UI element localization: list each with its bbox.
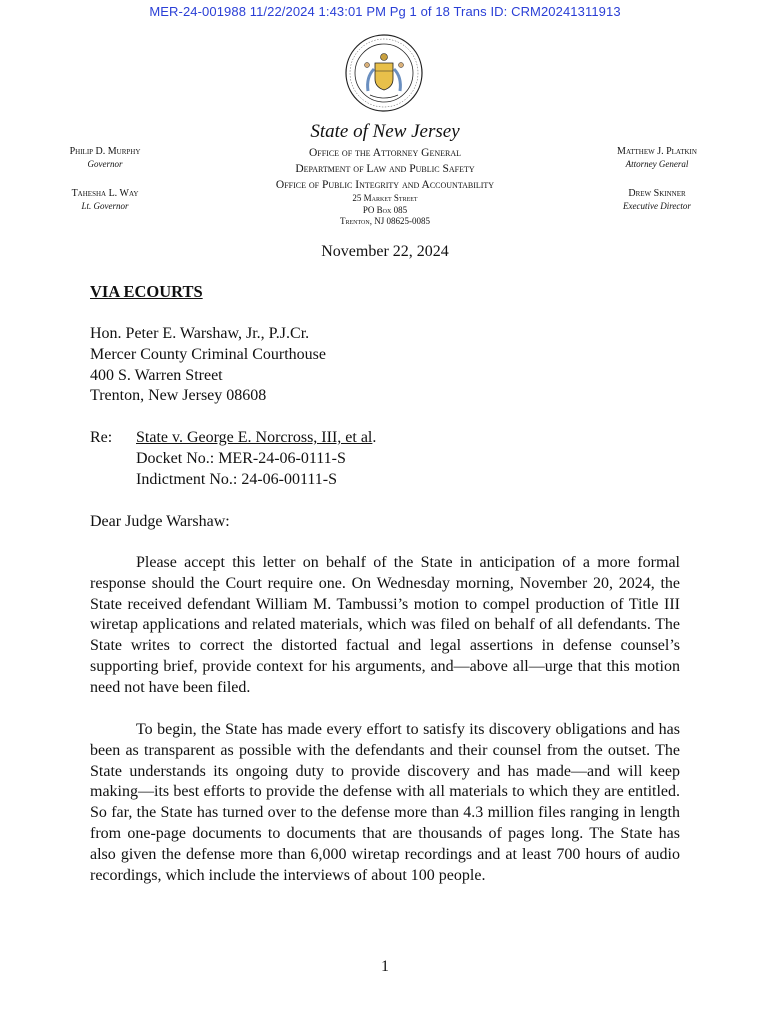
department-name: Department of Law and Public Safety bbox=[295, 163, 475, 175]
address-line: Hon. Peter E. Warshaw, Jr., P.J.Cr. bbox=[90, 325, 310, 342]
lt-governor-name: Tahesha L. Way bbox=[71, 188, 139, 199]
address-line: Trenton, New Jersey 08608 bbox=[90, 387, 267, 405]
attorney-general-name: Matthew J. Platkin bbox=[617, 146, 697, 157]
recipient-address bbox=[90, 324, 680, 407]
attorney-general-block bbox=[592, 146, 722, 212]
page-number: 1 bbox=[381, 958, 389, 975]
filing-stamp: MER-24-001988 11/22/2024 1:43:01 PM Pg 1 of 18 Trans ID: CRM20241311913 bbox=[149, 4, 621, 19]
office-po-box: PO Box 085 bbox=[362, 204, 408, 215]
docket-number: Docket No.: MER-24-06-0111-S bbox=[136, 449, 346, 467]
executive-director-name: Drew Skinner bbox=[628, 188, 686, 199]
office-address-block bbox=[235, 145, 535, 228]
governor-name: Philip D. Murphy bbox=[69, 146, 141, 157]
nj-state-seal-icon bbox=[344, 33, 424, 113]
address-line: 400 S. Warren Street bbox=[90, 366, 223, 384]
office-name: Office of the Attorney General bbox=[308, 147, 462, 159]
state-name-heading: State of New Jersey bbox=[310, 121, 460, 142]
body-paragraph-1: Please accept this letter on behalf of the State in anticipation of a more formal response should the Court require one. On Wednesday morning, November 20, 2024, the State received defendant William M. Tambussi’s motion to compel production of Title III wiretap applications and related materials, which was filed on behalf of all defendants. The State writes to correct the distorted factual and legal assertions in defense counsel’s supporting brief, provide context for his arguments, and—above all—urge that this motion need not have been filed. bbox=[90, 554, 680, 696]
case-caption-suffix: . bbox=[372, 429, 377, 446]
salutation: Dear Judge Warshaw: bbox=[90, 513, 230, 530]
governor-block bbox=[40, 146, 170, 212]
letter-date: November 22, 2024 bbox=[321, 243, 449, 260]
re-label: Re: bbox=[90, 429, 113, 446]
indictment-number: Indictment No.: 24-06-00111-S bbox=[136, 470, 338, 488]
office-city: Trenton, NJ 08625-0085 bbox=[340, 216, 430, 226]
case-caption: State v. George E. Norcross, III, et al bbox=[136, 429, 373, 446]
re-block bbox=[90, 428, 680, 490]
governor-title: Governor bbox=[87, 159, 123, 169]
lt-governor-title: Lt. Governor bbox=[81, 201, 129, 211]
division-name: Office of Public Integrity and Accountability bbox=[275, 179, 495, 191]
attorney-general-title: Attorney General bbox=[625, 159, 689, 169]
delivery-method: VIA ECOURTS bbox=[90, 282, 203, 301]
executive-director-title: Executive Director bbox=[623, 201, 691, 211]
address-line: Mercer County Criminal Courthouse bbox=[90, 345, 326, 363]
body-paragraph-2: To begin, the State has made every effort to satisfy its discovery obligations and has been as transparent as possible with the defendants and their counsel from the outset. The State understands its ongoing duty to provide discovery and has made—and will keep making—its best efforts to provide the defense with all materials to which they are entitled. So far, the State has turned over to the defense more than 4.3 million files ranging in length from one-page documents to documents that are thousands of pages long. The State has also given the defense more than 6,000 wiretap recordings and at least 700 hours of audio recordings, which include the interviews of about 100 people. bbox=[90, 721, 680, 884]
office-street: 25 Market Street bbox=[352, 193, 418, 203]
